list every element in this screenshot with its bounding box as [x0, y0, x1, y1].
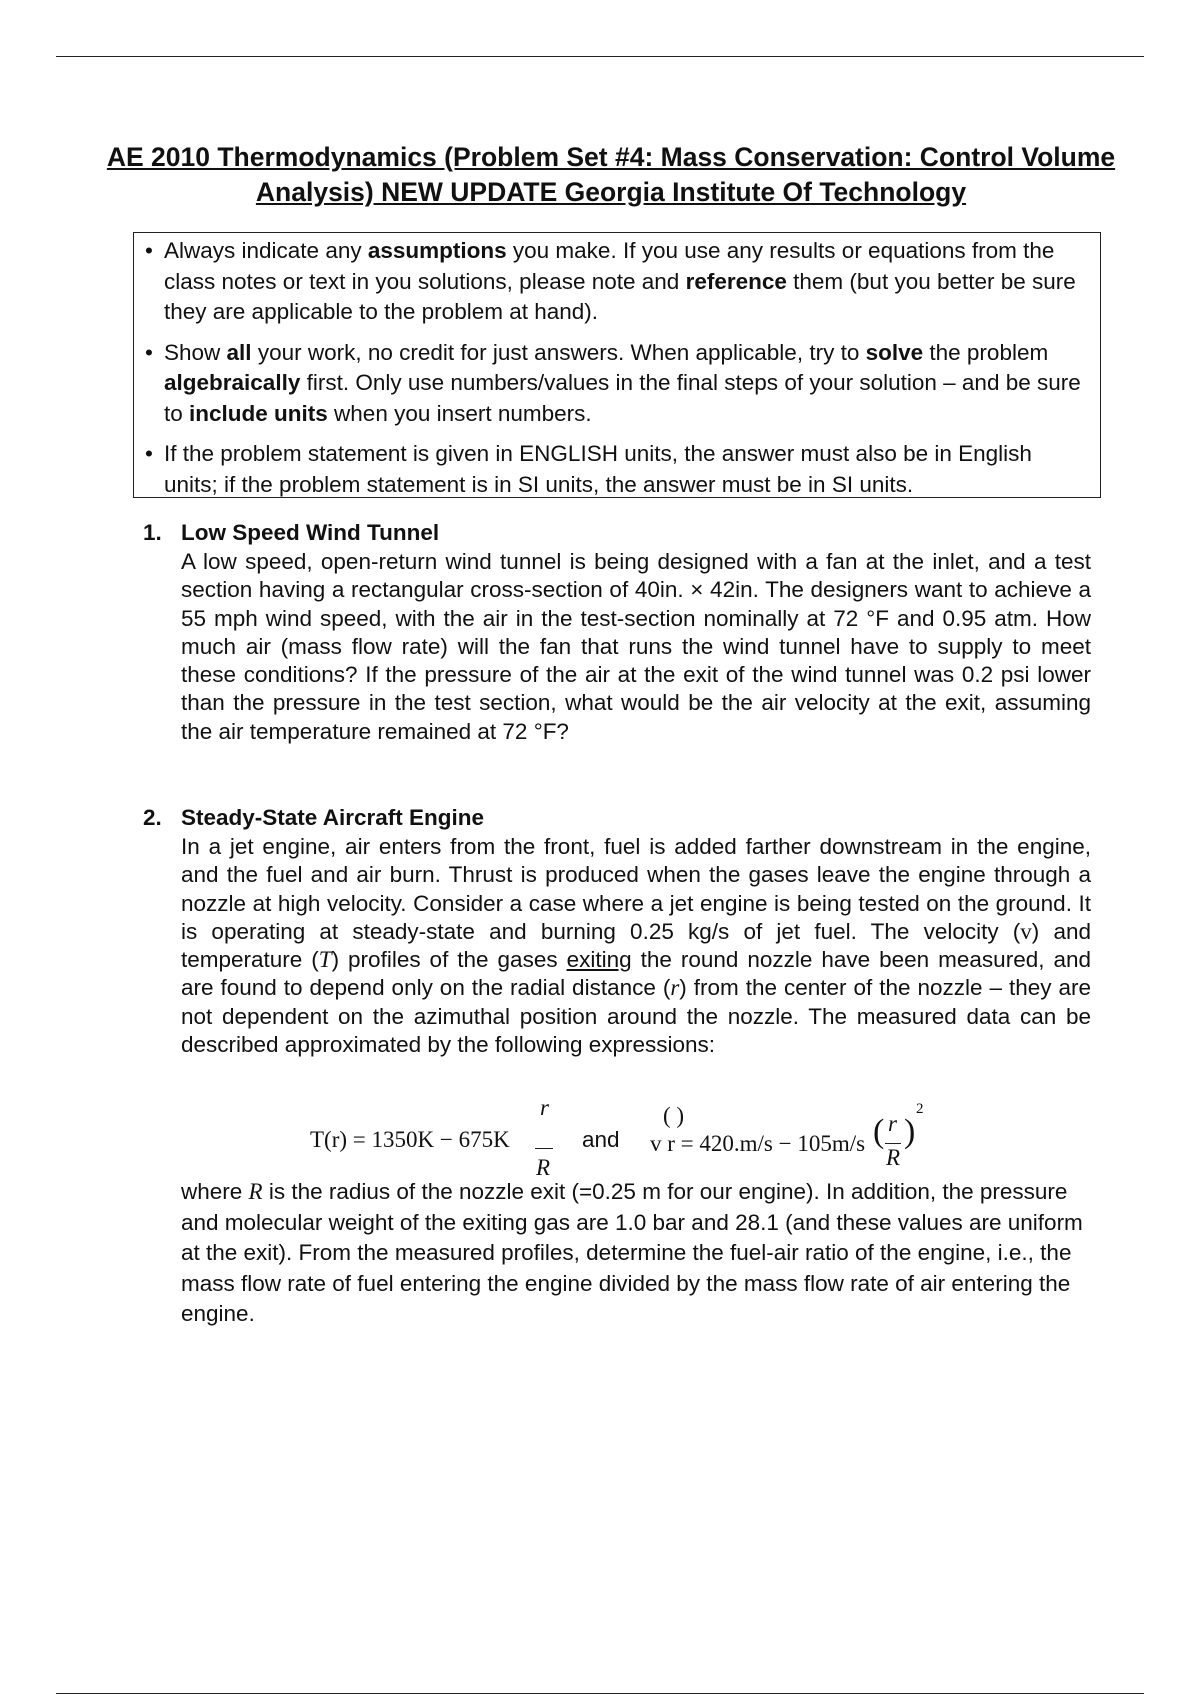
t-fraction-bar [535, 1148, 553, 1149]
bottom-rule [56, 1693, 1144, 1694]
v-right-paren-icon: ) [904, 1113, 916, 1150]
bullet-icon: • [145, 441, 153, 466]
instruction-item: • Show all your work, no credit for just answers. When applicable, try to solve the problem algebraically first. Only use numbers/values in the final steps of your solution – and be sure to include units when you insert numbers. [145, 339, 1081, 426]
v-exponent: 2 [916, 1101, 924, 1117]
t-fraction-numerator: r [540, 1095, 549, 1120]
v-fraction-numerator: r [888, 1111, 897, 1136]
v-fraction-denominator: R [886, 1145, 901, 1170]
instruction-item: • If the problem statement is given in ENGLISH units, the answer must also be in English units; if the problem statement is in SI units, the answer must be in SI units. [145, 441, 1032, 497]
problem-1 [143, 518, 1091, 746]
page-title [56, 140, 1166, 210]
v-left-paren-icon: ( [873, 1113, 885, 1150]
bullet-icon: • [145, 238, 153, 263]
bullet-icon: • [145, 339, 153, 365]
title-line-1: AE 2010 Thermodynamics (Problem Set #4: Mass Conservation: Control Volume [106, 142, 1116, 172]
profile-equations [310, 1075, 950, 1180]
top-rule [56, 56, 1144, 57]
problem-2-conclusion: where R is the radius of the nozzle exit (=0.25 m for our engine). In addition, the pressure and molecular weight of the exiting gas are 1.0 bar and 28.1 (and these values are uniform at the exit). From the measured profiles, determine the fuel-air ratio of the engine, i.e., the mass flow rate of fuel entering the engine divided by the mass flow rate of air entering the engine. [181, 1179, 1083, 1326]
t-fraction-denominator: R [536, 1155, 551, 1180]
problem-2 [143, 803, 1091, 1059]
v-fraction-bar [885, 1143, 901, 1144]
problem-1-heading: 1. Low Speed Wind Tunnel [143, 520, 440, 545]
instruction-item: • Always indicate any assumptions you make. If you use any results or equations from the class notes or text in you solutions, please note and reference them (but you better be sure they are applicable to the problem at hand). [145, 238, 1076, 324]
problem-2-body: In a jet engine, air enters from the front, fuel is added farther downstream in the engine, and the fuel and air burn. Thrust is produced when the gases leave the engine through a nozzle at high velocity. Consider a case where a jet engine is being tested on the ground. It is operating at steady-state and burning 0.25 kg/s of jet fuel. The velocity (v) and temperature (T) profiles of the gases exiting the round nozzle have been measured, and are found to depend only on the radial distance (r) from the center of the nozzle – they are not dependent on the azimuthal position around the nozzle. The measured data can be described approximated by the following expressions: [181, 834, 1091, 1058]
velocity-equation: v r = 420.m/s − 105m/s [650, 1131, 866, 1156]
v-paren: ( ) [663, 1103, 685, 1128]
temperature-equation: T(r) = 1350K − 675K [310, 1127, 510, 1152]
problem-1-body: A low speed, open-return wind tunnel is being designed with a fan at the inlet, and a test section having a rectangular cross-section of 40in. × 42in. The designers want to achieve a 55 mph wind speed, with the air in the test-section nominally at 72 °F and 0.95 atm. How much air (mass flow rate) will the fan that runs the wind tunnel have to supply to meet these conditions? If the pressure of the air at the exit of the wind tunnel was 0.2 psi lower than the pressure in the test section, what would be the air velocity at the exit, assuming the air temperature remained at 72 °F? [181, 549, 1091, 744]
title-line-2: Analysis) NEW UPDATE Georgia Institute Of Technology [255, 177, 967, 207]
and-text: and [582, 1127, 620, 1152]
problem-2-heading: 2. Steady-State Aircraft Engine [143, 805, 484, 830]
instructions-box [133, 232, 1101, 498]
